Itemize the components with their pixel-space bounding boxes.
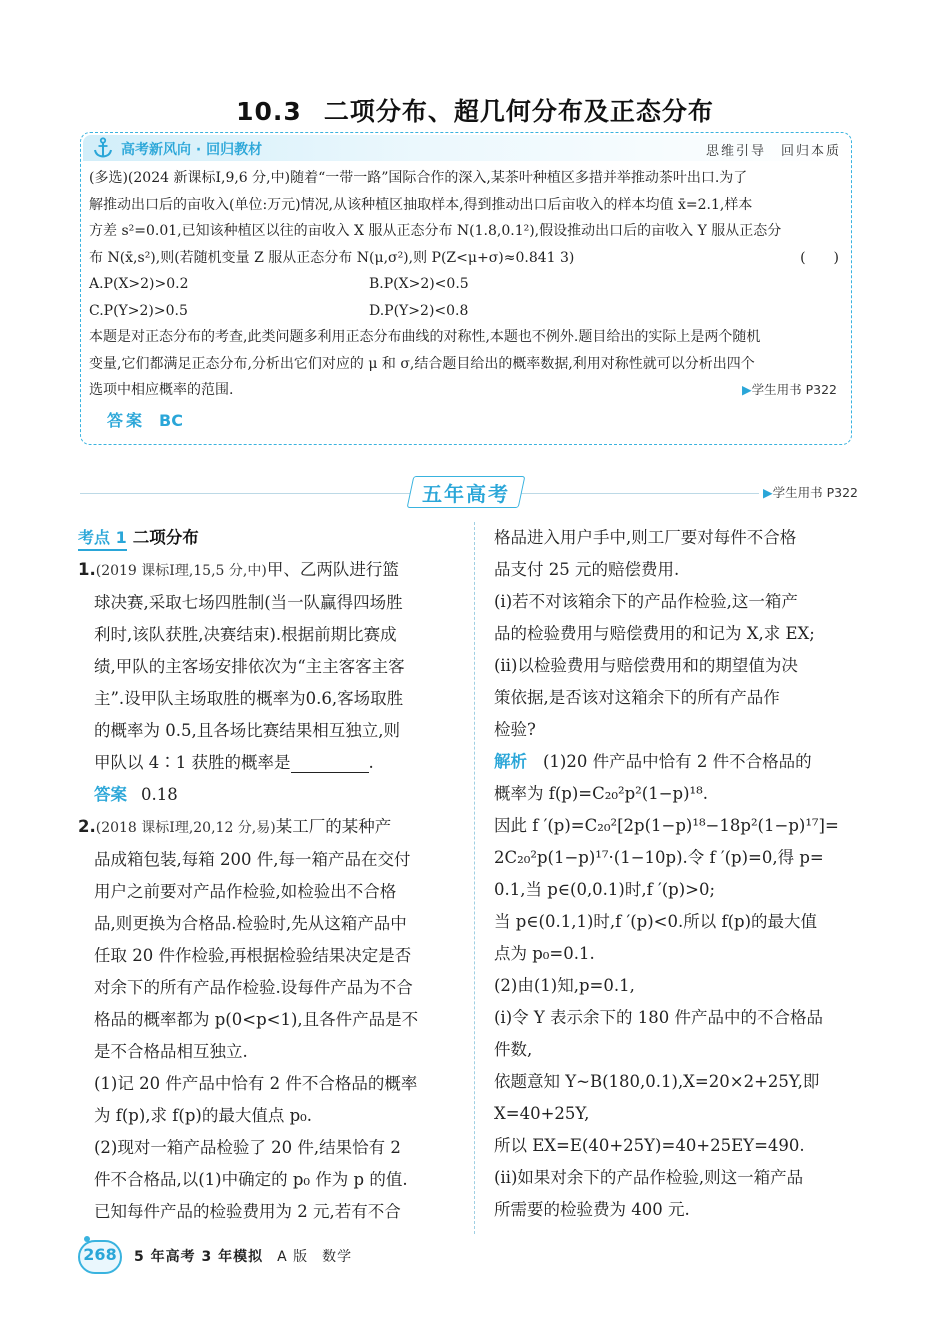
analysis-line-text: 选项中相应概率的范围. xyxy=(89,382,234,398)
triangle-icon: ▶ xyxy=(742,382,752,397)
edition: A 版 xyxy=(277,1249,309,1265)
question-text: 的概率为 0.5,且各场比赛结果相互独立,则 xyxy=(94,721,400,740)
option-c: C.P(Y>2)>0.5 xyxy=(89,302,188,319)
question-source: (2018 课标Ⅰ理,20,12 分,易) xyxy=(95,820,276,836)
page-title xyxy=(0,92,950,128)
section-book-ref xyxy=(759,483,858,501)
answer-paren: ( ) xyxy=(800,249,839,266)
section-number: 10.3 xyxy=(236,97,302,126)
question-2 xyxy=(78,811,456,844)
page-number: 268 xyxy=(83,1245,117,1264)
section-book-ref-text: 学生用书 P322 xyxy=(772,485,858,500)
analysis-text: 所需要的检验费为 400 元. xyxy=(494,1200,690,1219)
question-text: 球决赛,采取七场四胜制(当一队赢得四场胜 xyxy=(94,593,403,612)
question-text: (ⅱ)以检验费用与赔偿费用和的期望值为决 xyxy=(494,656,798,675)
kaodian-heading xyxy=(78,522,456,554)
footer-text xyxy=(134,1246,352,1266)
analysis-text: 因此 f ′(p)=C₂₀²[2p(1−p)¹⁸−18p²(1−p)¹⁷]= xyxy=(494,816,839,835)
question-line: 方差 s²=0.01,已知该种植区以往的亩收入 X 服从正态分布 N(1.8,0.1²),假设推动出口后的亩收入 Y 服从正态分 xyxy=(89,223,782,239)
question-number: 2. xyxy=(78,817,96,836)
trend-box-body xyxy=(89,165,845,404)
question-tail: . xyxy=(368,753,374,772)
question-source: (2019 课标Ⅰ理,15,5 分,中) xyxy=(95,563,267,579)
question-line xyxy=(89,245,845,272)
question-text: 品成箱包装,每箱 200 件,每一箱产品在交付 xyxy=(94,850,411,869)
question-text: 绩,甲队的主客场安排依次为“主主客客主客 xyxy=(94,657,405,676)
question-text: 已知每件产品的检验费用为 2 元,若有不合 xyxy=(94,1202,401,1221)
option-a: A.P(X>2)>0.2 xyxy=(89,276,189,292)
question-text: 任取 20 件作检验,再根据检验结果决定是否 xyxy=(94,946,412,965)
question-text: 策依据,是否该对这箱余下的所有产品作 xyxy=(494,688,780,707)
answer-label: 答案 xyxy=(107,411,146,430)
trend-box-header xyxy=(83,135,849,161)
analysis-line xyxy=(89,377,845,404)
option-d: D.P(Y>2)<0.8 xyxy=(369,302,469,319)
answer-value: BC xyxy=(159,411,183,430)
anchor-icon xyxy=(91,136,115,160)
analysis-line: 变量,它们都满足正态分布,分析出它们对应的 μ 和 σ,结合题目给出的概率数据,利用对称性就可以分析出四个 xyxy=(89,355,755,372)
question-text: 是不合格品相互独立. xyxy=(94,1042,248,1061)
subject: 数学 xyxy=(322,1249,353,1265)
fill-blank xyxy=(291,754,369,773)
kaodian-label: 考点 1 xyxy=(78,527,127,551)
analysis-text: 0.1,当 p∈(0,0.1)时,f ′(p)>0; xyxy=(494,880,716,899)
question-number: 1. xyxy=(78,560,96,579)
analysis-text: 依题意知 Y~B(180,0.1),X=20×2+25Y,即 xyxy=(494,1072,820,1091)
analysis-line: 本题是对正态分布的考查,此类问题多利用正态分布曲线的对称性,本题也不例外.题目给出的实际上是两个随机 xyxy=(89,329,761,345)
analysis-text: (2)由(1)知,p=0.1, xyxy=(494,976,635,995)
analysis-text: 当 p∈(0.1,1)时,f ′(p)<0.所以 f(p)的最大值 xyxy=(494,912,818,931)
question-text: 格品的概率都为 p(0<p<1),且各件产品是不 xyxy=(94,1010,419,1029)
analysis-row xyxy=(494,746,856,778)
question-text: 格品进入用户手中,则工厂要对每件不合格 xyxy=(494,528,797,547)
right-column xyxy=(494,522,856,1226)
question-text: (2)现对一箱产品检验了 20 件,结果恰有 2 xyxy=(94,1138,401,1157)
question-text: 用户之前要对产品作检验,如检验出不合格 xyxy=(94,882,397,901)
options-row xyxy=(89,271,845,298)
question-text: 件不合格品,以(1)中确定的 p₀ 作为 p 的值. xyxy=(94,1170,408,1189)
trend-box xyxy=(80,132,852,445)
question-text: 某工厂的某种产 xyxy=(275,817,392,836)
options-row xyxy=(89,298,845,325)
book-ref xyxy=(742,377,837,404)
section-banner: 五年高考 xyxy=(422,482,510,506)
book-title: 5 年高考 3 年模拟 xyxy=(134,1249,264,1265)
question-1 xyxy=(78,554,456,587)
answer-row xyxy=(78,779,456,811)
question-text: 为 f(p),求 f(p)的最大值点 p₀. xyxy=(94,1106,312,1125)
analysis-text: (1)20 件产品中恰有 2 件不合格品的 xyxy=(543,752,812,771)
analysis-text: 点为 p₀=0.1. xyxy=(494,944,595,963)
analysis-text: 件数, xyxy=(494,1040,533,1059)
question-text: 利时,该队获胜,决赛结束).根据前期比赛成 xyxy=(94,625,397,644)
analysis-text: (ⅰ)令 Y 表示余下的 180 件产品中的不合格品 xyxy=(494,1008,824,1027)
answer-value: 0.18 xyxy=(141,785,178,804)
question-line: 解推动出口后的亩收入(单位:万元)情况,从该种植区抽取样本,得到推动出口后亩收入的样本均值 x̄=2.1,样本 xyxy=(89,196,753,213)
question-text: 品,则更换为合格品.检验时,先从这箱产品中 xyxy=(94,914,407,933)
question-line: (多选)(2024 新课标Ⅰ,9,6 分,中)随着“一带一路”国际合作的深入,某茶叶种植区多措并举推动茶叶出口.为了 xyxy=(89,170,748,186)
question-text: (1)记 20 件产品中恰有 2 件不合格品的概率 xyxy=(94,1074,418,1093)
question-text: 甲、乙两队进行篮 xyxy=(266,560,399,579)
trend-answer xyxy=(107,408,183,431)
kaodian-title: 二项分布 xyxy=(132,528,199,547)
question-text: 品支付 25 元的赔偿费用. xyxy=(494,560,680,579)
question-text xyxy=(78,747,456,779)
book-ref-text: 学生用书 P322 xyxy=(751,382,837,397)
analysis-text: 2C₂₀²p(1−p)¹⁷·(1−10p).令 f ′(p)=0,得 p= xyxy=(494,848,824,867)
question-line-text: 布 N(x̄,s²),则(若随机变量 Z 服从正态分布 N(μ,σ²),则 P(Z<μ+σ)≈0.841 3) xyxy=(89,249,575,266)
left-column xyxy=(78,522,456,1228)
trend-box-right-label: 思维引导 回归本质 xyxy=(705,144,841,159)
question-text-span: 甲队以 4∶1 获胜的概率是 xyxy=(94,753,291,772)
section-title: 二项分布、超几何分布及正态分布 xyxy=(323,97,714,126)
question-text: 品的检验费用与赔偿费用的和记为 X,求 EX; xyxy=(494,624,815,643)
question-text: 对余下的所有产品作检验.设每件产品为不合 xyxy=(94,978,413,997)
option-b: B.P(X>2)<0.5 xyxy=(369,276,469,292)
question-text: 主”.设甲队主场取胜的概率为0.6,客场取胜 xyxy=(94,689,404,708)
analysis-label: 解析 xyxy=(494,752,527,771)
question-text: (ⅰ)若不对该箱余下的产品作检验,这一箱产 xyxy=(494,592,798,611)
analysis-text: 所以 EX=E(40+25Y)=40+25EY=490. xyxy=(494,1136,805,1155)
analysis-text: (ⅱ)如果对余下的产品作检验,则这一箱产品 xyxy=(494,1168,804,1187)
analysis-text: X=40+25Y, xyxy=(494,1104,590,1123)
answer-label: 答案 xyxy=(94,785,127,804)
triangle-icon: ▶ xyxy=(763,485,773,500)
trend-box-tag: 高考新风向 · 回归教材 xyxy=(121,142,263,158)
analysis-text: 概率为 f(p)=C₂₀²p²(1−p)¹⁸. xyxy=(494,784,708,803)
column-divider xyxy=(474,522,475,1234)
question-text: 检验? xyxy=(494,720,536,739)
